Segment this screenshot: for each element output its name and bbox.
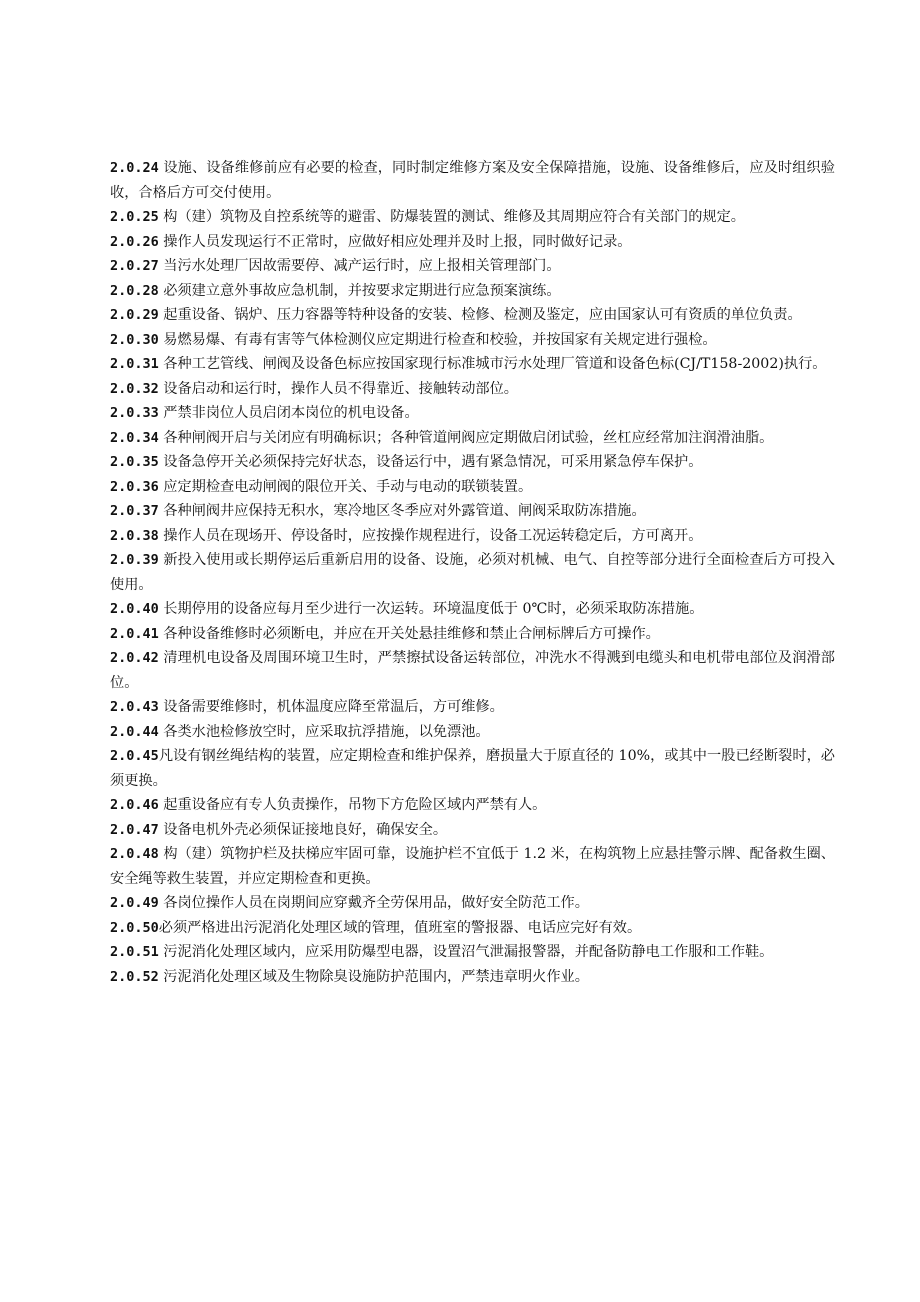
clause-text: 应定期检查电动闸阀的限位开关、手动与电动的联锁装置。 <box>158 478 533 495</box>
clause-2-0-33 <box>110 401 835 426</box>
clause-text: 清理机电设备及周围环境卫生时，严禁擦拭设备运转部位，冲洗水不得溅到电缆头和电机带电部位及润滑部位。 <box>110 650 835 691</box>
clause-number: 2.0.38 <box>110 527 159 544</box>
clause-number: 2.0.47 <box>110 821 159 838</box>
clause-text: 各种闸阀开启与关闭应有明确标识；各种管道闸阀应定期做启闭试验，丝杠应经常加注润滑油脂。 <box>158 429 774 446</box>
clause-text: 起重设备、锅炉、压力容器等特种设备的安装、检修、检测及鉴定，应由国家认可有资质的单位负责。 <box>158 307 802 323</box>
clause-2-0-48 <box>110 842 835 891</box>
clause-2-0-29 <box>110 303 835 328</box>
clause-number: 2.0.24 <box>110 160 159 176</box>
clause-2-0-25 <box>110 205 835 230</box>
clause-text: 操作人员发现运行不正常时，应做好相应处理并及时上报，同时做好记录。 <box>158 233 632 250</box>
clause-2-0-41 <box>110 622 835 647</box>
clause-number: 2.0.33 <box>110 405 159 421</box>
clause-text: 必须建立意外事故应急机制，并按要求定期进行应急预案演练。 <box>158 282 561 299</box>
clause-2-0-31 <box>110 352 835 377</box>
clause-text: 当污水处理厂因故需要停、减产运行时，应上报相关管理部门。 <box>158 258 561 274</box>
clause-2-0-37 <box>110 499 835 524</box>
clause-number: 2.0.35 <box>110 454 159 470</box>
clause-number: 2.0.39 <box>110 552 159 568</box>
clause-number: 2.0.37 <box>110 503 159 519</box>
clause-text: 易燃易爆、有毒有害等气体检测仪应定期进行检查和校验，并按国家有关规定进行强检。 <box>158 331 717 348</box>
clause-number: 2.0.44 <box>110 723 159 740</box>
clause-text: 设备需要维修时，机体温度应降至常温后，方可维修。 <box>158 699 504 715</box>
clause-text: 设施、设备维修前应有必要的检查，同时制定维修方案及安全保障措施，设施、设备维修后，应及时组织验收，合格后方可交付使用。 <box>110 160 835 201</box>
clause-text: 长期停用的设备应每月至少进行一次运转。环境温度低于 0℃时，必须采取防冻措施。 <box>158 601 704 617</box>
clause-2-0-36 <box>110 475 835 500</box>
clause-number: 2.0.27 <box>110 258 159 274</box>
clause-text: 操作人员在现场开、停设备时，应按操作规程进行，设备工况运转稳定后，方可离开。 <box>158 527 703 544</box>
clause-2-0-39 <box>110 548 835 597</box>
clause-2-0-43 <box>110 695 835 720</box>
clause-text: 各岗位操作人员在岗期间应穿戴齐全劳保用品，做好安全防范工作。 <box>158 895 589 911</box>
clause-2-0-30 <box>110 328 835 353</box>
clause-text: 设备电机外壳必须保证接地良好，确保安全。 <box>158 821 448 838</box>
clause-number: 2.0.46 <box>110 797 159 813</box>
clause-text: 设备启动和运行时，操作人员不得靠近、接触转动部位。 <box>158 380 518 397</box>
clause-number: 2.0.29 <box>110 307 159 323</box>
clause-number: 2.0.26 <box>110 233 159 250</box>
clause-text: 各种闸阀井应保持无积水，寒冷地区冬季应对外露管道、闸阀采取防冻措施。 <box>158 503 646 519</box>
clause-2-0-49 <box>110 891 835 916</box>
clause-2-0-51 <box>110 940 835 965</box>
clause-2-0-28 <box>110 279 835 304</box>
clause-2-0-52 <box>110 965 835 990</box>
clause-2-0-45 <box>110 744 835 793</box>
clause-2-0-47 <box>110 818 835 843</box>
clause-2-0-44 <box>110 720 835 745</box>
clause-number: 2.0.34 <box>110 429 159 446</box>
clause-number: 2.0.50 <box>110 919 159 936</box>
clause-number: 2.0.51 <box>110 944 159 960</box>
clause-number: 2.0.45 <box>110 748 159 764</box>
clause-number: 2.0.32 <box>110 380 159 397</box>
clause-2-0-38 <box>110 524 835 549</box>
clause-text: 构（建）筑物及自控系统等的避雷、防爆装置的测试、维修及其周期应符合有关部门的规定。 <box>158 209 745 225</box>
clause-text: 各种设备维修时必须断电，并应在开关处悬挂维修和禁止合闸标牌后方可操作。 <box>158 625 660 642</box>
clause-number: 2.0.30 <box>110 331 159 348</box>
clause-number: 2.0.28 <box>110 282 159 299</box>
clause-2-0-26 <box>110 230 835 255</box>
clause-text: 必须严格进出污泥消化处理区域的管理，值班室的警报器、电话应完好有效。 <box>158 919 642 936</box>
clause-2-0-32 <box>110 377 835 402</box>
document-page <box>110 156 835 989</box>
clause-number: 2.0.49 <box>110 895 159 911</box>
clause-2-0-42 <box>110 646 835 695</box>
clause-number: 2.0.41 <box>110 625 159 642</box>
clause-text: 凡设有钢丝绳结构的装置，应定期检查和维护保养，磨损量大于原直径的 10%，或其中一股已经断裂时，必须更换。 <box>110 748 835 789</box>
clause-2-0-40 <box>110 597 835 622</box>
clause-2-0-50 <box>110 916 835 941</box>
clause-text: 各类水池检修放空时，应采取抗浮措施，以免漂池。 <box>158 723 490 740</box>
clause-number: 2.0.42 <box>110 650 159 666</box>
clause-number: 2.0.40 <box>110 601 159 617</box>
clause-2-0-27 <box>110 254 835 279</box>
clause-2-0-35 <box>110 450 835 475</box>
clause-number: 2.0.36 <box>110 478 159 495</box>
clause-number: 2.0.43 <box>110 699 159 715</box>
clause-text: 起重设备应有专人负责操作，吊物下方危险区域内严禁有人。 <box>158 797 547 813</box>
clause-text: 设备急停开关必须保持完好状态，设备运行中，遇有紧急情况，可采用紧急停车保护。 <box>158 454 703 470</box>
clause-2-0-24 <box>110 156 835 205</box>
clause-2-0-34 <box>110 426 835 451</box>
clause-2-0-46 <box>110 793 835 818</box>
clause-number: 2.0.52 <box>110 968 159 985</box>
clause-text: 各种工艺管线、闸阀及设备色标应按国家现行标准城市污水处理厂管道和设备色标(CJ/T158-2002)执行。 <box>158 356 827 372</box>
clause-number: 2.0.25 <box>110 209 159 225</box>
clause-text: 严禁非岗位人员启闭本岗位的机电设备。 <box>158 405 419 421</box>
clause-text: 污泥消化处理区域内，应采用防爆型电器，设置沼气泄漏报警器，并配备防静电工作服和工作鞋。 <box>158 944 774 960</box>
clause-text: 新投入使用或长期停运后重新启用的设备、设施，必须对机械、电气、自控等部分进行全面检查后方可投入使用。 <box>110 552 835 593</box>
clause-number: 2.0.31 <box>110 356 159 372</box>
clause-number: 2.0.48 <box>110 846 159 862</box>
clause-text: 污泥消化处理区域及生物除臭设施防护范围内，严禁违章明火作业。 <box>158 968 589 985</box>
clause-text: 构（建）筑物护栏及扶梯应牢固可靠，设施护栏不宜低于 1.2 米，在构筑物上应悬挂警示牌、配备救生圈、安全绳等救生装置，并应定期检查和更换。 <box>110 846 835 887</box>
